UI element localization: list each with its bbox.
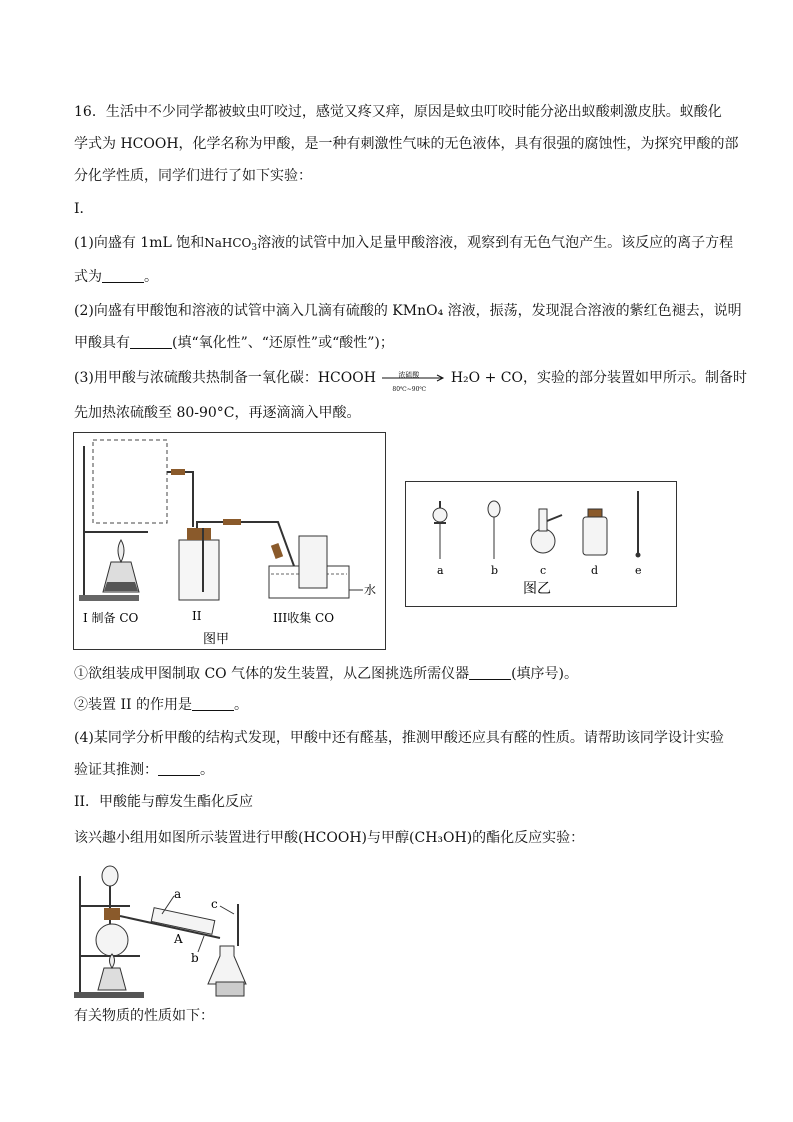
ester-dropping-funnel — [102, 866, 118, 886]
q2-text-b: 甲酸具有 — [74, 335, 130, 351]
q3-text-b: ，实验的部分装置如甲所示。制备时 — [522, 370, 747, 386]
q1-line-2 — [74, 267, 158, 287]
ester-label-c-line — [220, 906, 234, 914]
q3-condition-bottom: 80℃~90℃ — [392, 386, 427, 393]
part1-label: I． — [74, 201, 94, 217]
ester-label-c: c — [211, 897, 218, 911]
figure-jia — [73, 432, 386, 650]
sub2-text-a: ②装置 II 的作用是 — [74, 697, 192, 713]
instrument-d — [583, 509, 607, 555]
sub1-text-a: ①欲组装成甲图制取 CO 气体的发生装置，从乙图挑选所需仪器 — [74, 666, 470, 682]
label-III: III收集 CO — [273, 611, 335, 625]
water-label: 水 — [364, 583, 377, 597]
ester-lamp — [98, 968, 126, 990]
figure-yi-caption: 图乙 — [523, 581, 551, 597]
ester-flask — [96, 924, 128, 956]
q1-text-b: 溶液的试管中加入足量甲酸溶液，观察到有无色气泡产生。该反应的离子方程 — [257, 235, 734, 251]
dashed-box — [93, 440, 167, 523]
lamp-liquid — [104, 582, 138, 591]
tube-joint-2 — [223, 519, 241, 525]
q2-line-1: (2)向盛有甲酸饱和溶液的试管中滴入几滴有硫酸的 KMnO₄ 溶液，振荡，发现混合溶液的紫红色褪去，说明 — [74, 303, 742, 319]
q4-line-2 — [74, 760, 214, 780]
part2-intro-a: 该兴趣小组用如图所示装置进行甲酸(HCOOH)与甲醇 — [74, 830, 410, 846]
bottle-ii-neck — [187, 528, 211, 540]
instrument-c — [531, 509, 562, 553]
ester-label-b: b — [191, 951, 199, 965]
sub2-text-b: 。 — [233, 697, 248, 713]
question-intro-line-3: 分化学性质，同学们进行了如下实验： — [74, 168, 312, 184]
bottle-ii — [179, 540, 219, 600]
part2-formula: (CH₃OH) — [409, 830, 473, 846]
q1-answer-blank[interactable] — [102, 268, 144, 283]
q2-text-c: (填“氧化性”、“还原性”或“酸性”)； — [172, 335, 394, 351]
stand-base — [79, 595, 139, 601]
part2-intro — [74, 828, 584, 848]
gas-jar — [299, 536, 327, 588]
ester-flask-stopper — [104, 908, 120, 920]
delivery-tube-1 — [167, 472, 193, 527]
part2-intro-b: 的酯化反应实验： — [472, 830, 585, 846]
q1-line-1 — [74, 233, 733, 258]
sub1-answer-blank[interactable] — [469, 665, 511, 680]
q1-formula: NaHCO — [204, 236, 252, 250]
figure-jia-caption: 图甲 — [203, 632, 230, 647]
label-a: a — [437, 564, 444, 577]
q3-reaction-arrow — [380, 368, 446, 393]
footer-text: 有关物质的性质如下： — [74, 1008, 214, 1024]
q1-text-a: (1)向盛有 1mL 饱和 — [74, 235, 205, 251]
sub1-text-b: (填序号)。 — [511, 666, 579, 682]
label-II: II — [192, 609, 202, 623]
figure-yi — [405, 481, 677, 607]
q4-text-b: 验证其推测： — [74, 762, 158, 778]
ester-ice-bath — [216, 982, 244, 996]
q2-answer-blank[interactable] — [130, 334, 172, 349]
instrument-b — [488, 501, 500, 559]
label-e: e — [635, 564, 642, 577]
question-intro-line-2: 学式为 HCOOH，化学名称为甲酸，是一种有刺激性气味的无色液体，具有很强的腐蚀性，为探究甲酸的部 — [74, 136, 739, 152]
q3-condition-top: 浓硫酸 — [398, 371, 420, 379]
sub1-line — [74, 664, 578, 684]
ester-receiving-flask — [208, 946, 246, 984]
instrument-a — [433, 501, 447, 559]
ester-lamp-flame — [110, 954, 115, 968]
q4-line-1: (4)某同学分析甲酸的结构式发现，甲酸中还有醛基，推测甲酸还应具有醛的性质。请帮助该同学设计实验 — [74, 730, 724, 746]
label-c: c — [540, 564, 547, 577]
q3-line-1 — [74, 368, 747, 393]
q4-answer-blank[interactable] — [158, 761, 200, 776]
part2-title: II．甲酸能与醇发生酯化反应 — [74, 794, 254, 810]
sub2-line — [74, 695, 248, 715]
arrow-icon — [380, 368, 446, 388]
q1-end: 。 — [144, 269, 158, 285]
ester-water-inlet — [198, 936, 204, 952]
ester-label-A: A — [174, 932, 183, 946]
q4-end: 。 — [200, 762, 214, 778]
ester-label-a: a — [174, 887, 182, 901]
ester-stand-base — [74, 992, 144, 998]
tube-joint-3 — [271, 543, 283, 559]
figure-ester-apparatus — [70, 856, 256, 1002]
sub2-answer-blank[interactable] — [192, 696, 234, 711]
label-I: I 制备 CO — [83, 611, 139, 625]
instrument-e — [636, 491, 641, 558]
q2-line-2 — [74, 333, 394, 353]
q1-formula-sub: 3 — [251, 243, 258, 253]
q3-line-2: 先加热浓硫酸至 80-90°C，再逐滴滴入甲酸。 — [74, 405, 361, 421]
label-d: d — [591, 564, 599, 577]
tube-joint-1 — [171, 469, 185, 475]
q3-text-a: (3)用甲酸与浓硫酸共热制备一氧化碳：HCOOH — [74, 370, 376, 386]
q1-text-c: 式为 — [74, 269, 102, 285]
question-intro-line-1: 16．生活中不少同学都被蚊虫叮咬过，感觉又疼又痒，原因是蚊虫叮咬时能分泌出蚁酸刺激皮肤。蚁酸化 — [74, 104, 722, 120]
lamp-flame — [118, 540, 124, 562]
label-b: b — [491, 564, 499, 577]
q3-product: H₂O + CO — [450, 370, 523, 386]
